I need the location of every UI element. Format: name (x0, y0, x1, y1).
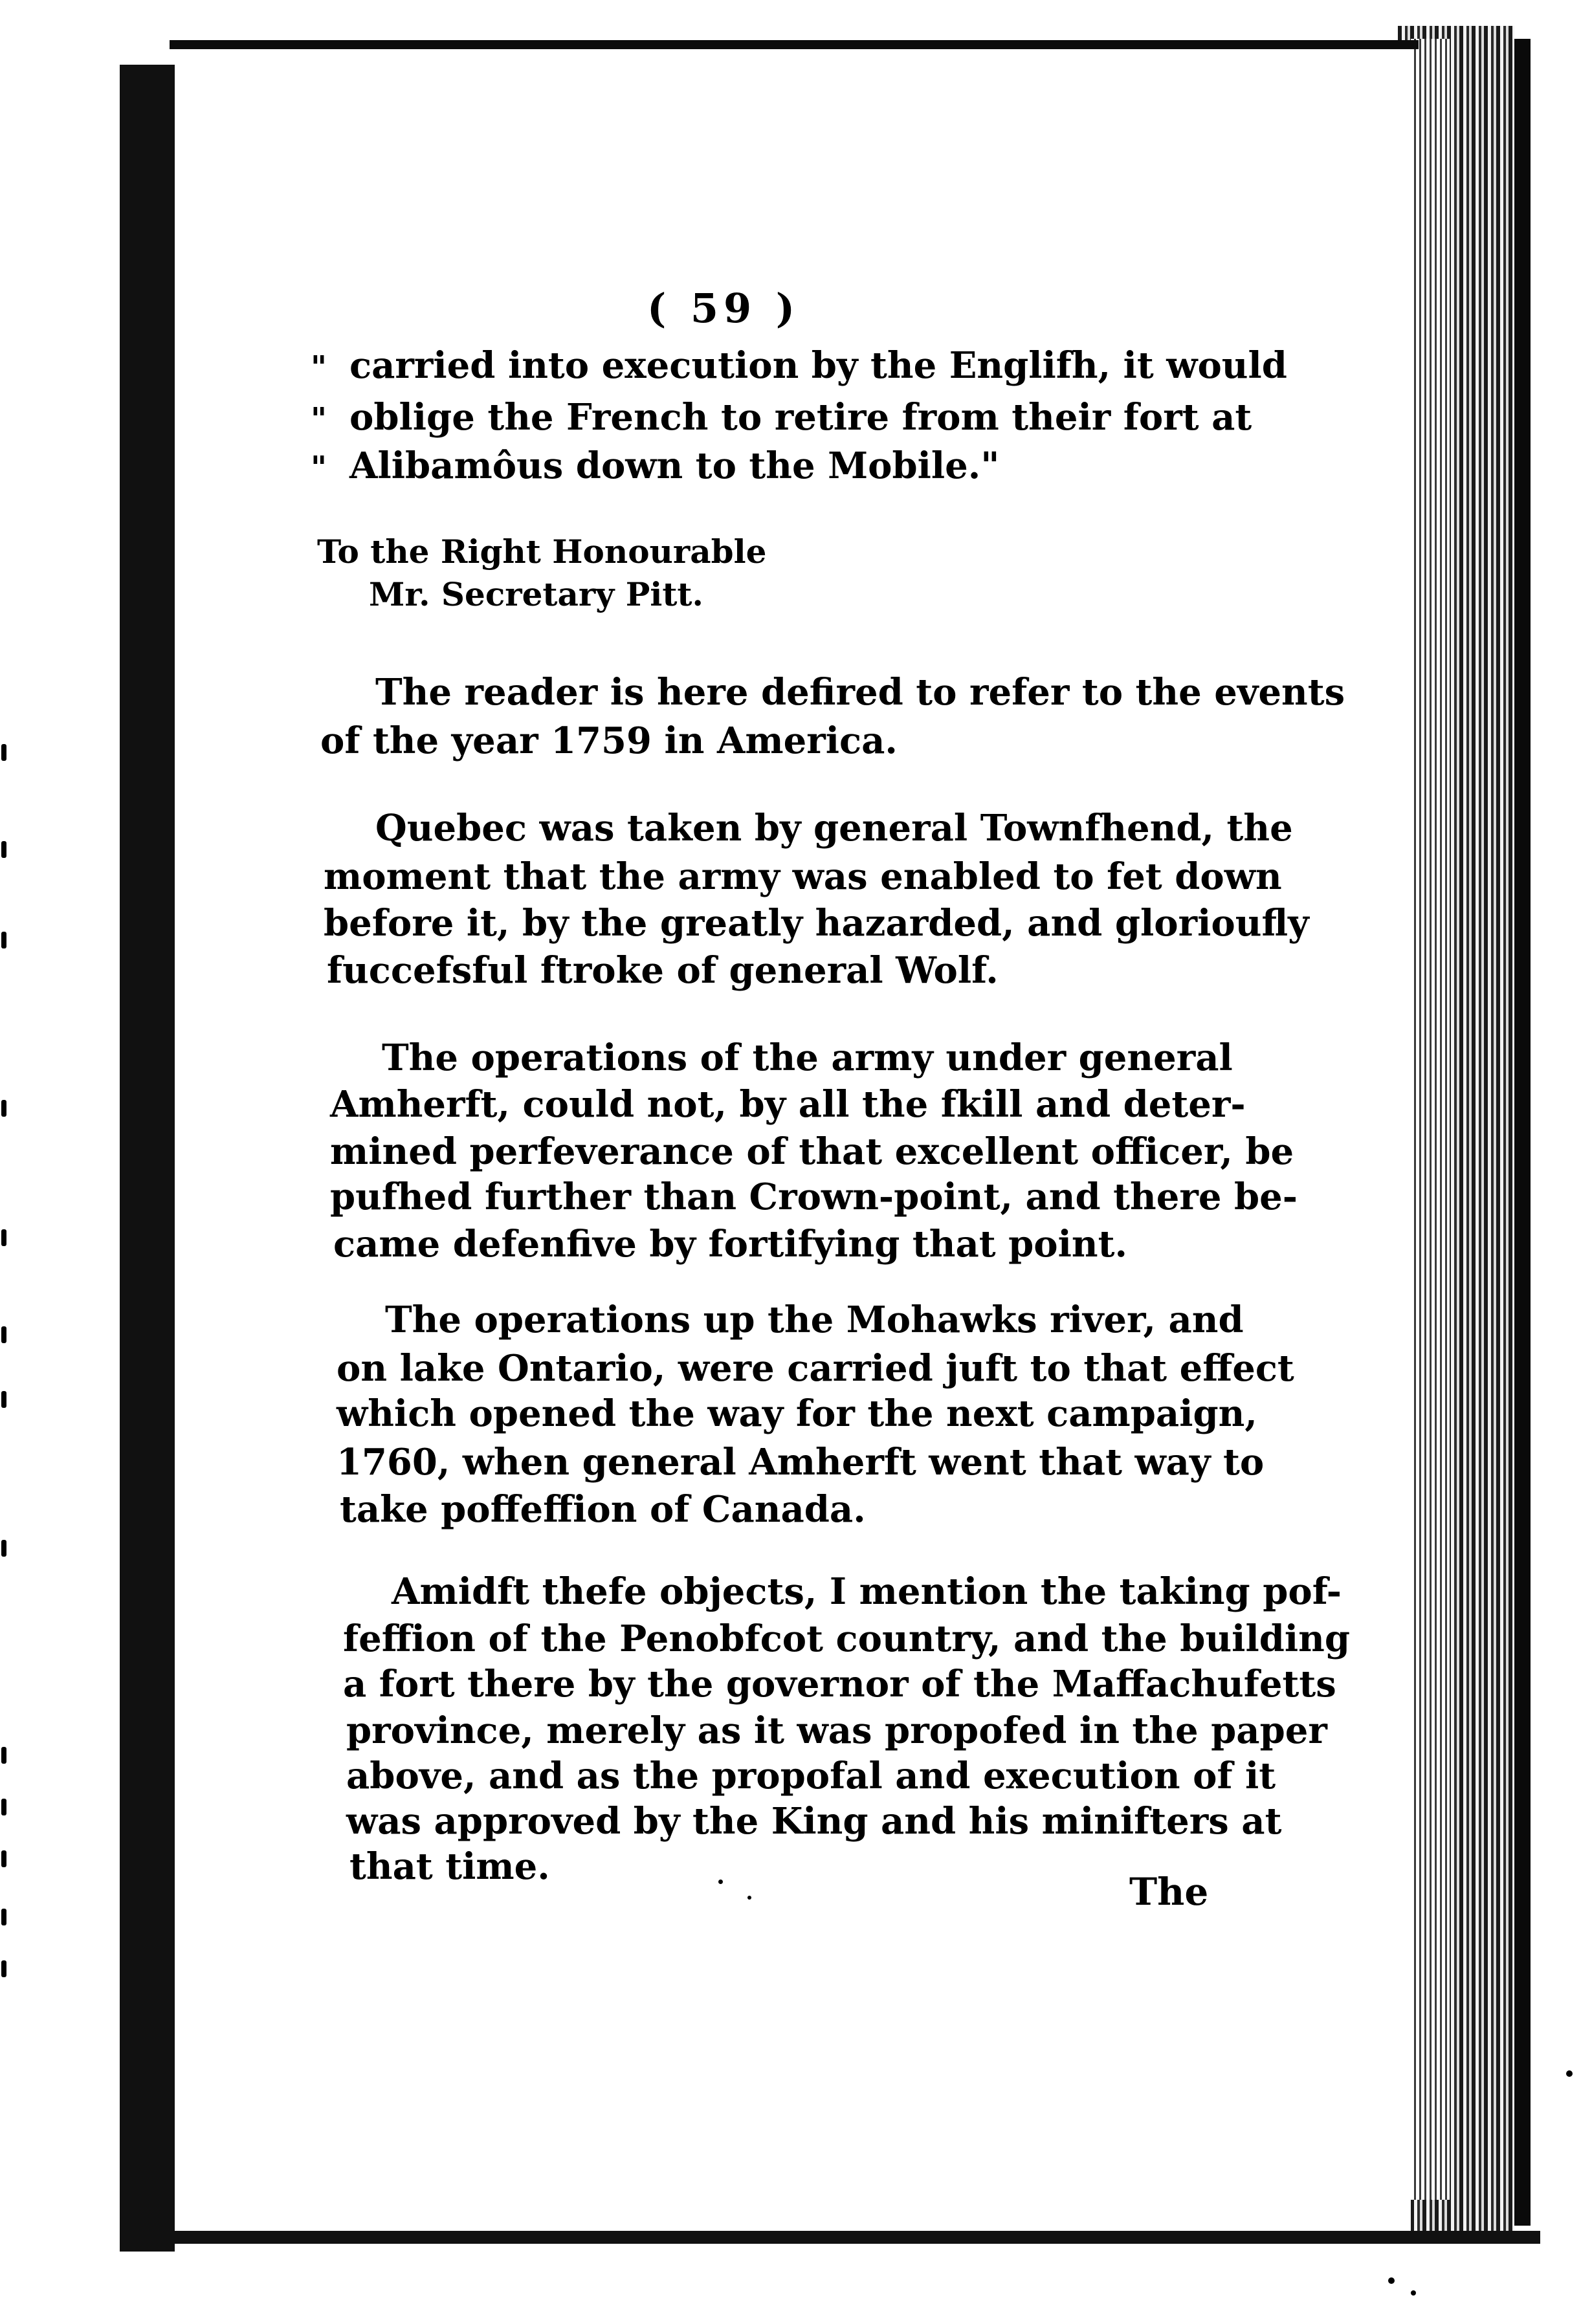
paragraph-line: moment that the army was enabled to fet down (324, 855, 1282, 898)
address-line: To the Right Honourable (317, 532, 767, 571)
paragraph-line: was approved by the King and his minifters at (346, 1800, 1282, 1843)
paragraph-line: Amidft thefe objects, I mention the taking pof- (392, 1570, 1342, 1613)
paragraph-line: on lake Ontario, were carried juft to that effect (337, 1347, 1294, 1390)
left-page-bleed-marks (0, 0, 9, 2324)
quote-mark: " (311, 349, 327, 386)
page-top-border (170, 40, 1419, 49)
paragraph-line: mined perfeverance of that excellent officer, be (330, 1130, 1294, 1173)
paragraph-line: of the year 1759 in America. (320, 719, 898, 762)
paragraph-line: The reader is here defired to refer to the events (375, 671, 1345, 714)
page-edge-stack-inner (1411, 39, 1450, 2200)
paragraph-line: province, merely as it was propofed in the paper (346, 1709, 1327, 1752)
paragraph-line: above, and as the propofal and execution of it (346, 1755, 1276, 1797)
paragraph-line: before it, by the greatly hazarded, and glorioufly (324, 902, 1309, 945)
quote-line: " carried into execution by the Englifh, it would (311, 343, 1287, 390)
ink-speck (1411, 2290, 1416, 2296)
paragraph-line: which opened the way for the next campaign, (337, 1392, 1257, 1435)
page-number: ( 59 ) (647, 285, 801, 332)
paragraph-line: feffion of the Penobfcot country, and the building (343, 1617, 1351, 1660)
paragraph-line: that time. (349, 1845, 550, 1888)
quote-mark: " (311, 450, 327, 486)
paragraph-line: came defenfive by fortifying that point. (333, 1223, 1127, 1266)
ink-speck (747, 1896, 751, 1900)
paragraph-line: 1760, when general Amherft went that way to (337, 1441, 1265, 1484)
paragraph-line: take poffeffion of Canada. (340, 1488, 866, 1531)
quote-mark: " (311, 401, 327, 437)
book-gutter (120, 65, 175, 2252)
paragraph-line: pufhed further than Crown-point, and there be- (330, 1176, 1298, 1218)
quote-line: " Alibamôus down to the Mobile." (311, 443, 999, 490)
paragraph-line: The operations up the Mohawks river, and (385, 1299, 1244, 1341)
right-cover-edge (1514, 39, 1531, 2226)
ink-speck (1388, 2277, 1395, 2284)
paragraph-line: a fort there by the governor of the Maffachufetts (343, 1663, 1336, 1705)
page-bottom-border (168, 2231, 1540, 2244)
paragraph-line: The operations of the army under general (382, 1036, 1233, 1079)
paragraph-line: Amherft, could not, by all the fkill and deter- (330, 1083, 1246, 1126)
ink-speck (1566, 2070, 1573, 2077)
catchword: The (1129, 1870, 1209, 1914)
quote-line: " oblige the French to retire from their fort at (311, 395, 1252, 442)
left-page-edge (0, 52, 120, 2284)
paragraph-line: fuccefsful ftroke of general Wolf. (327, 949, 999, 992)
paragraph-line: Quebec was taken by general Townfhend, the (375, 807, 1293, 850)
address-line: Mr. Secretary Pitt. (369, 575, 703, 613)
ink-speck (718, 1880, 723, 1884)
